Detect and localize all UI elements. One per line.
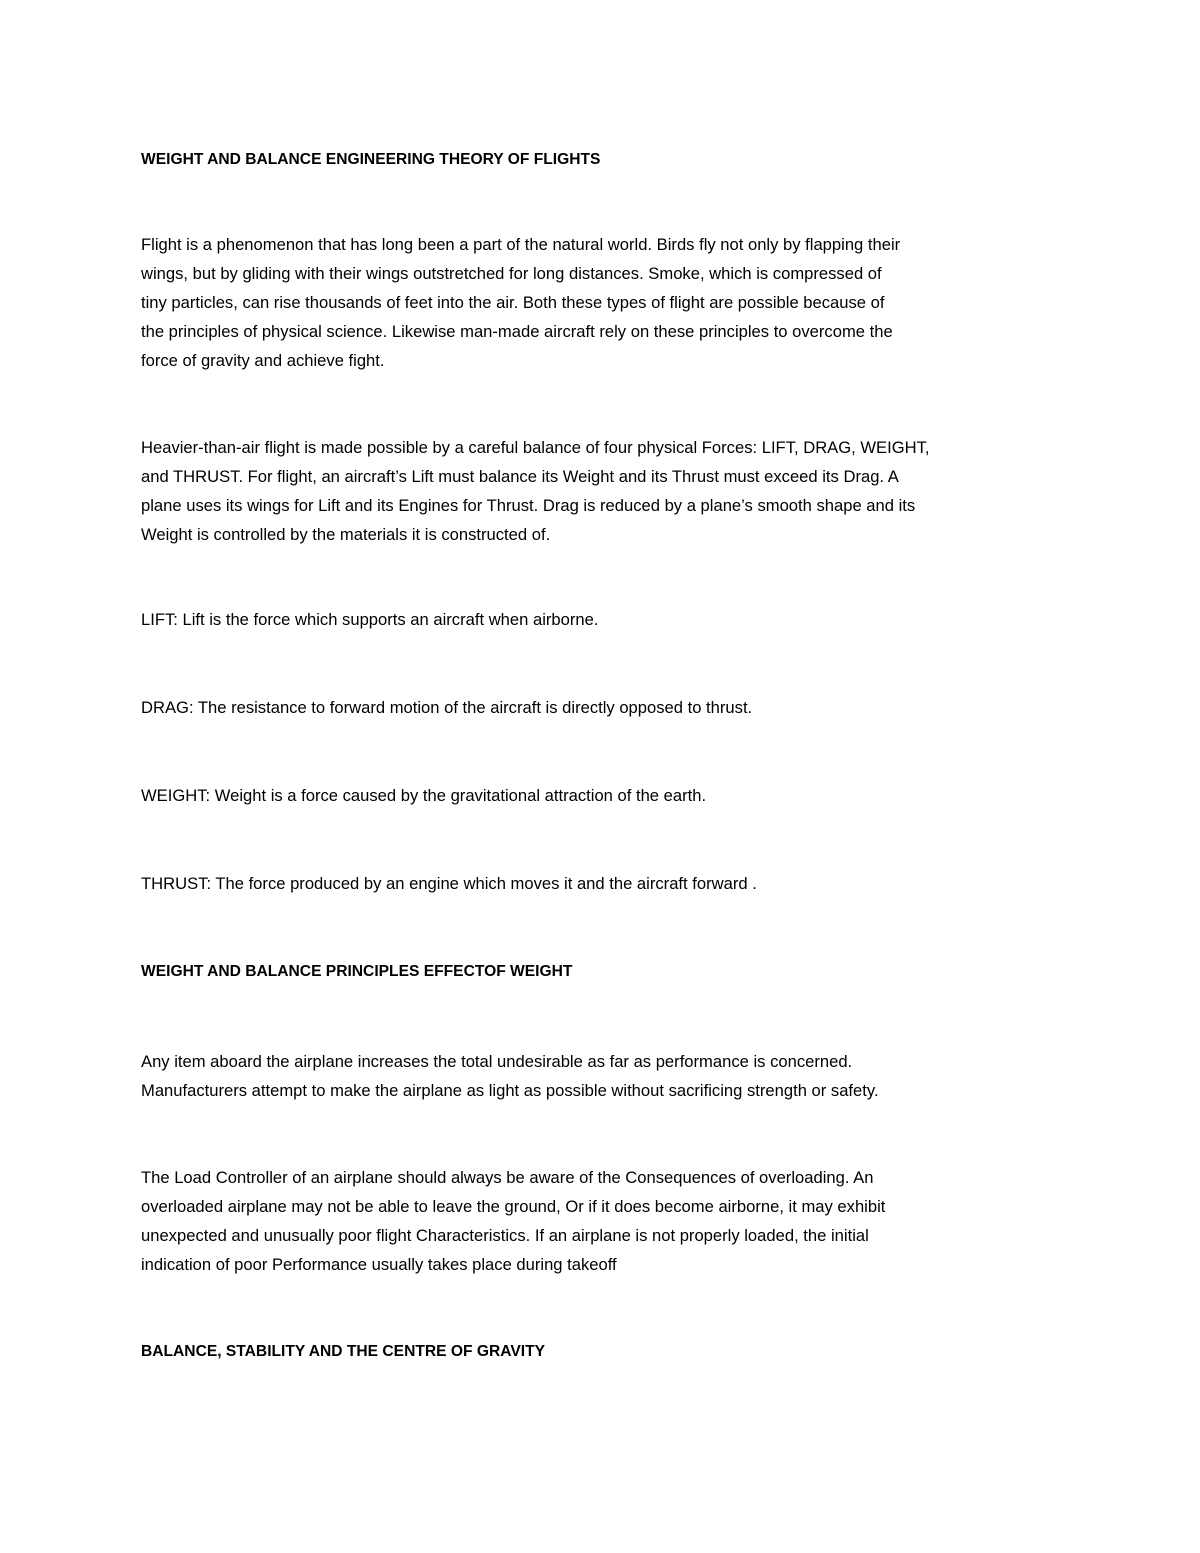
text-line: unexpected and unusually poor flight Characteristics. If an airplane is not properly loaded, the initial <box>141 1226 869 1245</box>
text-line: and THRUST. For flight, an aircraft’s Lift must balance its Weight and its Thrust must exceed its Drag. A <box>141 467 899 486</box>
text-line: Manufacturers attempt to make the airplane as light as possible without sacrificing strength or safety. <box>141 1081 879 1100</box>
text-line: the principles of physical science. Likewise man-made aircraft rely on these principles to overcome the <box>141 322 893 341</box>
paragraph-item-aboard <box>141 1047 879 1105</box>
definition-drag: DRAG: The resistance to forward motion of the aircraft is directly opposed to thrust. <box>141 698 753 717</box>
text-line: Weight is controlled by the materials it is constructed of. <box>141 525 551 544</box>
text-line: plane uses its wings for Lift and its Engines for Thrust. Drag is reduced by a plane’s smooth shape and its <box>141 496 916 515</box>
text-line: Flight is a phenomenon that has long been a part of the natural world. Birds fly not only by flapping their <box>141 235 901 254</box>
text-line: overloaded airplane may not be able to leave the ground, Or if it does become airborne, it may exhibit <box>141 1197 886 1216</box>
section-heading-centre-of-gravity: BALANCE, STABILITY AND THE CENTRE OF GRAVITY <box>141 1343 545 1360</box>
text-line: The Load Controller of an airplane should always be aware of the Consequences of overloading. An <box>141 1168 874 1187</box>
paragraph-load-controller <box>141 1163 885 1279</box>
text-line: force of gravity and achieve fight. <box>141 351 385 370</box>
text-line: tiny particles, can rise thousands of feet into the air. Both these types of flight are possible because of <box>141 293 885 312</box>
text-line: wings, but by gliding with their wings outstretched for long distances. Smoke, which is compressed of <box>141 264 882 283</box>
definition-lift: LIFT: Lift is the force which supports an aircraft when airborne. <box>141 610 599 629</box>
section-heading-effect-of-weight: WEIGHT AND BALANCE PRINCIPLES EFFECTOF WEIGHT <box>141 963 573 980</box>
section-heading-theory-of-flights: WEIGHT AND BALANCE ENGINEERING THEORY OF FLIGHTS <box>141 151 601 168</box>
text-line: Any item aboard the airplane increases the total undesirable as far as performance is concerned. <box>141 1052 853 1071</box>
text-line: indication of poor Performance usually takes place during takeoff <box>141 1255 617 1274</box>
paragraph-four-forces <box>141 433 930 549</box>
definition-thrust: THRUST: The force produced by an engine which moves it and the aircraft forward . <box>141 874 757 893</box>
paragraph-flight-phenomenon <box>141 230 900 375</box>
definition-weight: WEIGHT: Weight is a force caused by the gravitational attraction of the earth. <box>141 786 707 805</box>
text-line: Heavier-than-air flight is made possible by a careful balance of four physical Forces: LIFT, DRAG, WEIGHT, <box>141 438 930 457</box>
